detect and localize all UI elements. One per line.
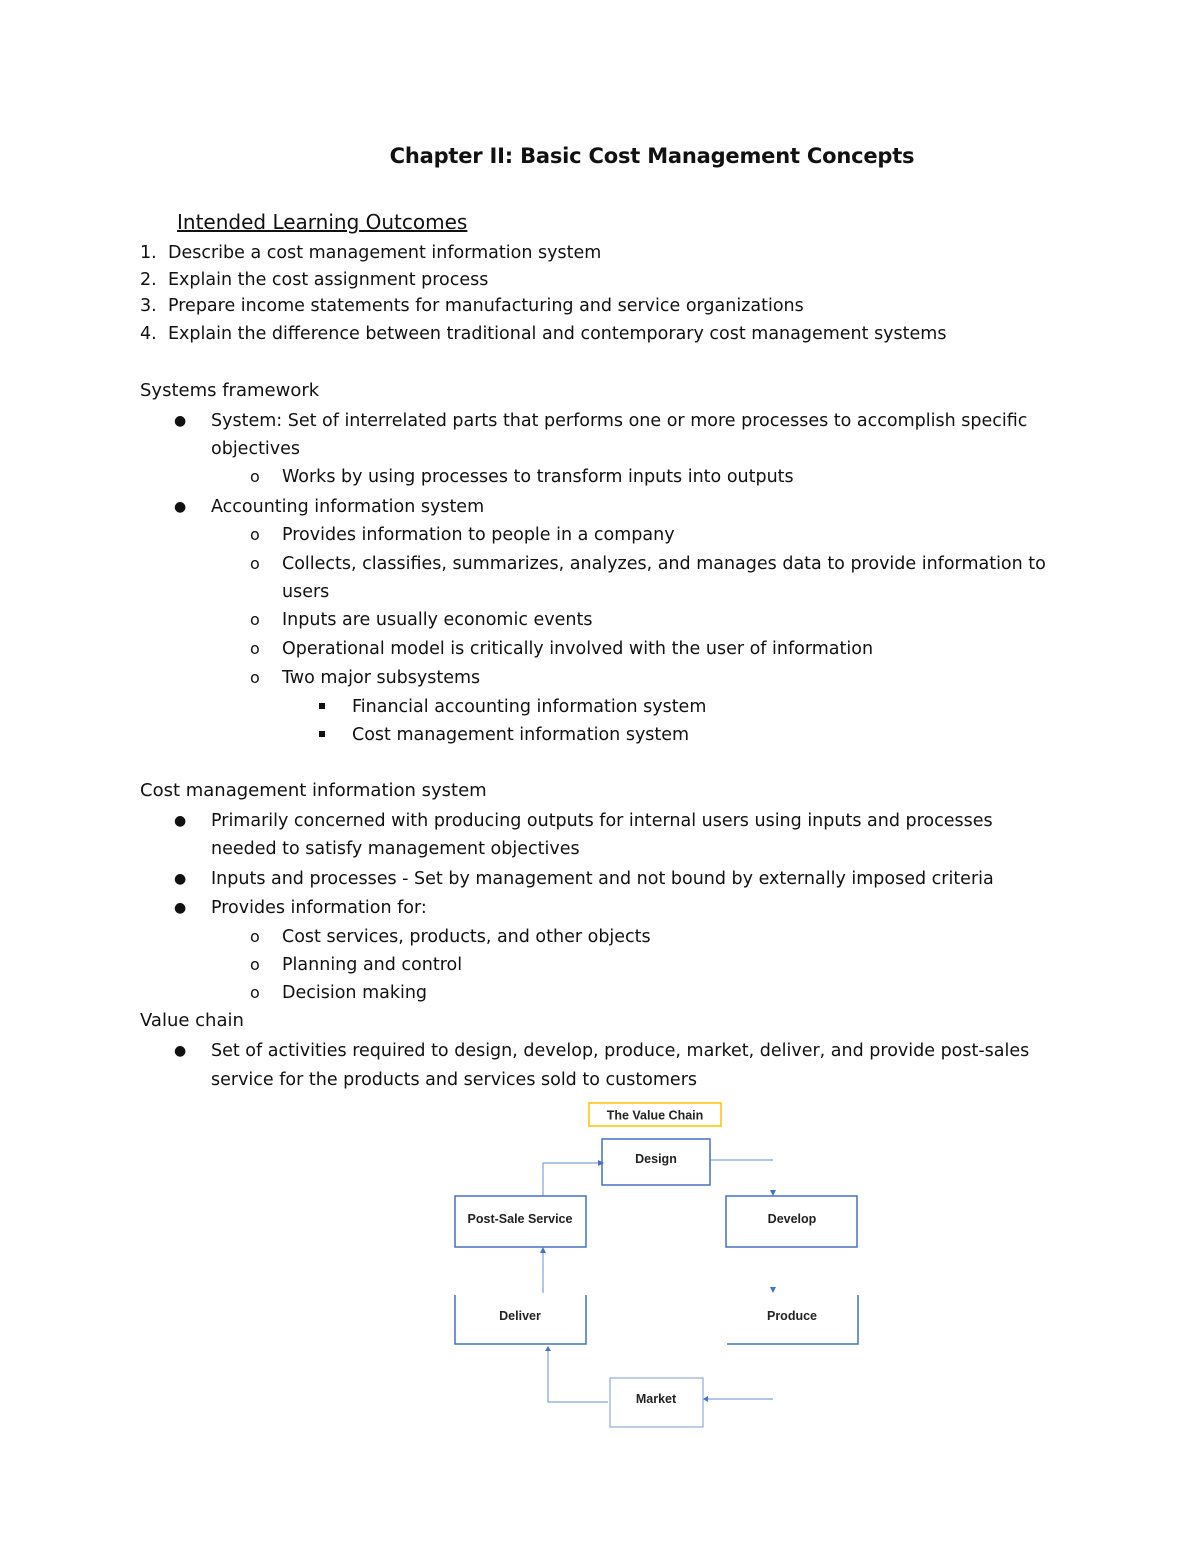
bullet-text: Set of activities required to design, develop, produce, market, deliver, and provide post-sales (211, 1041, 1030, 1061)
open-bullet-icon: o (250, 525, 260, 544)
arrowhead-icon (770, 1287, 776, 1293)
open-bullet-icon: o (250, 639, 260, 658)
sub-bullet-text: Works by using processes to transform inputs into outputs (282, 467, 794, 487)
section-heading-cmis: Cost management information system (140, 780, 487, 801)
sub-bullet-text: Provides information to people in a company (282, 525, 675, 545)
arrowhead-icon (545, 1346, 551, 1351)
sub-bullet-text: Planning and control (282, 955, 463, 975)
bullet-text: Primarily concerned with producing outputs for internal users using inputs and processes (211, 811, 993, 831)
develop-label: Develop (767, 1212, 817, 1226)
bullet-text: Accounting information system (211, 497, 485, 517)
square-bullet-icon (319, 731, 325, 737)
list-item: Prepare income statements for manufacturing and service organizations (168, 296, 804, 316)
list-item: Describe a cost management information system (168, 243, 602, 263)
arrowhead-icon (703, 1396, 708, 1402)
bullet-text: objectives (211, 439, 301, 459)
sub-bullet-text: users (282, 582, 330, 602)
open-bullet-icon: o (250, 610, 260, 629)
open-bullet-icon: o (250, 927, 260, 946)
bullet-text: Provides information for: (211, 898, 427, 918)
sub-sub-bullet-text: Cost management information system (352, 725, 690, 745)
open-bullet-icon: o (250, 668, 260, 687)
bullet-icon: ● (174, 1043, 187, 1059)
sub-bullet-text: Cost services, products, and other objects (282, 927, 651, 947)
connector-line (543, 1163, 598, 1196)
post-sale-service-label: Post-Sale Service (467, 1212, 573, 1226)
connector-line (548, 1350, 608, 1402)
ilo-heading: Intended Learning Outcomes (177, 210, 468, 234)
sub-bullet-text: Decision making (282, 983, 428, 1003)
list-number: 1. (140, 243, 157, 263)
produce-label: Produce (766, 1309, 818, 1323)
bullet-text: needed to satisfy management objectives (211, 839, 580, 859)
bullet-text: service for the products and services sold to customers (211, 1070, 698, 1090)
bullet-icon: ● (174, 900, 187, 916)
arrowhead-icon (540, 1247, 546, 1253)
section-heading-value-chain: Value chain (140, 1010, 244, 1031)
diagram-title: The Value Chain (606, 1108, 704, 1123)
open-bullet-icon: o (250, 955, 260, 974)
section-heading-systems: Systems framework (140, 380, 320, 401)
open-bullet-icon: o (250, 554, 260, 573)
list-number: 2. (140, 270, 157, 290)
open-bullet-icon: o (250, 983, 260, 1002)
arrowhead-icon (770, 1190, 776, 1196)
list-item: Explain the difference between traditional and contemporary cost management systems (168, 324, 947, 344)
bullet-icon: ● (174, 413, 187, 429)
list-item: Explain the cost assignment process (168, 270, 489, 290)
sub-bullet-text: Operational model is critically involved with the user of information (282, 639, 874, 659)
sub-bullet-text: Two major subsystems (282, 668, 481, 688)
list-number: 4. (140, 324, 157, 344)
bullet-icon: ● (174, 813, 187, 829)
value-chain-diagram (440, 1095, 870, 1435)
list-number: 3. (140, 296, 157, 316)
sub-sub-bullet-text: Financial accounting information system (352, 697, 707, 717)
sub-bullet-text: Collects, classifies, summarizes, analyzes, and manages data to provide information to (282, 554, 1046, 574)
market-label: Market (635, 1392, 677, 1406)
bullet-text: System: Set of interrelated parts that performs one or more processes to accomplish specific (211, 411, 1028, 431)
bullet-text: Inputs and processes - Set by management and not bound by externally imposed criteria (211, 869, 994, 889)
design-label: Design (635, 1152, 677, 1166)
open-bullet-icon: o (250, 467, 260, 486)
square-bullet-icon (319, 703, 325, 709)
bullet-icon: ● (174, 499, 187, 515)
bullet-icon: ● (174, 871, 187, 887)
deliver-label: Deliver (499, 1309, 541, 1323)
sub-bullet-text: Inputs are usually economic events (282, 610, 593, 630)
page-title: Chapter II: Basic Cost Management Concepts (389, 144, 915, 168)
